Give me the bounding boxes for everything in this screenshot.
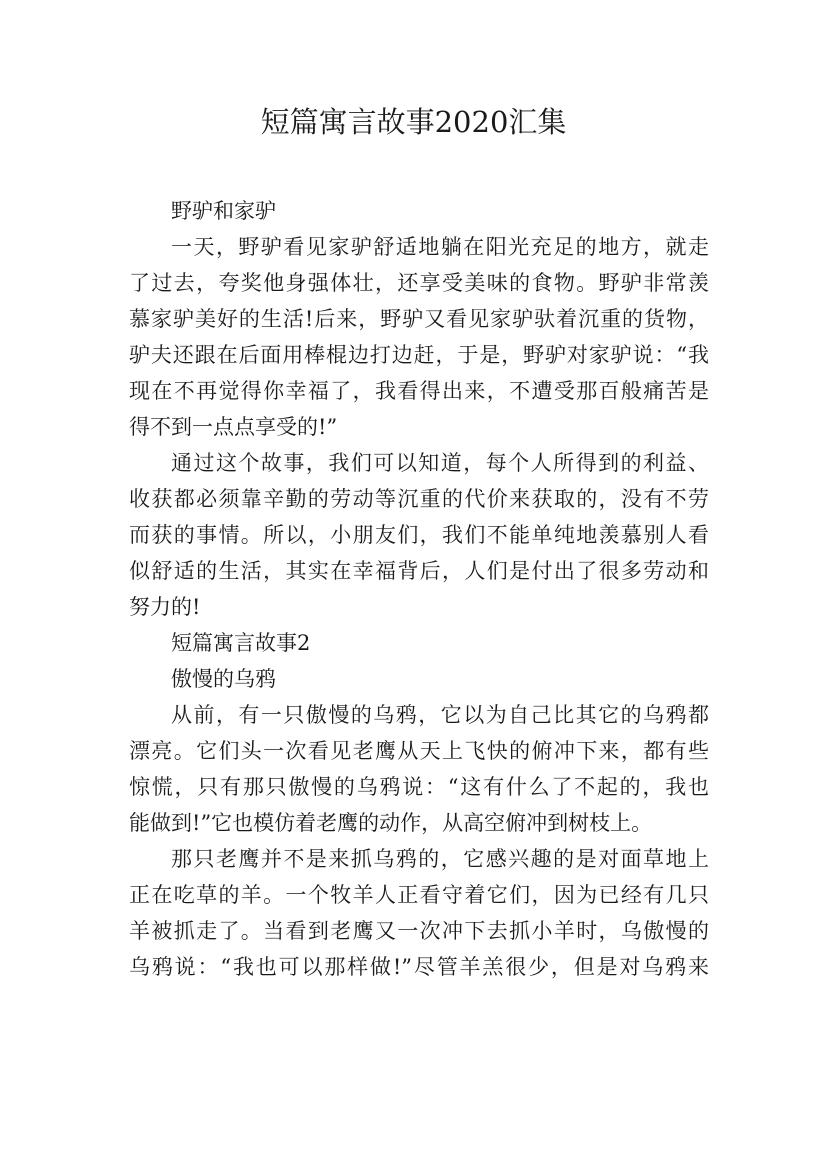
story-title: 傲慢的乌鸦 bbox=[171, 667, 276, 691]
text-line: 通过这个故事，我们可以知道，每个人所得到的利益、 bbox=[171, 451, 709, 475]
text-line: 漂亮。它们头一次看见老鹰从天上飞快的俯冲下来，都有些 bbox=[129, 739, 709, 763]
text-line: 羊被抓走了。当看到老鹰又一次冲下去抓小羊时，乌傲慢的 bbox=[129, 919, 709, 943]
text-line: 得不到一点点享受的!” bbox=[129, 415, 338, 439]
text-line: 收获都必须靠辛勤的劳动等沉重的代价来获取的，没有不劳 bbox=[129, 487, 709, 511]
text-line: 惊慌，只有那只傲慢的乌鸦说：“这有什么了不起的，我也 bbox=[129, 775, 709, 799]
document-body bbox=[129, 193, 709, 985]
text-line: 而获的事情。所以，小朋友们，我们不能单纯地羡慕别人看 bbox=[129, 523, 709, 547]
text-line: 野驴和家驴 bbox=[171, 199, 276, 223]
document-title: 短篇寓言故事2020汇集 bbox=[260, 105, 567, 139]
text-line: 正在吃草的羊。一个牧羊人正看守着它们，因为已经有几只 bbox=[129, 883, 709, 907]
text-line: 努力的! bbox=[129, 595, 201, 619]
text-line: 驴夫还跟在后面用棒棍边打边赶，于是，野驴对家驴说：“我 bbox=[129, 343, 709, 367]
text-line: 能做到!”它也模仿着老鹰的动作，从高空俯冲到树枝上。 bbox=[129, 811, 653, 835]
text-line: 了过去，夸奖他身强体壮，还享受美味的食物。野驴非常羡 bbox=[129, 271, 709, 295]
text-line: 从前，有一只傲慢的乌鸦，它以为自己比其它的乌鸦都 bbox=[171, 703, 709, 727]
text-line: 一天，野驴看见家驴舒适地躺在阳光充足的地方，就走 bbox=[171, 235, 709, 259]
text-line: 似舒适的生活，其实在幸福背后，人们是付出了很多劳动和 bbox=[129, 559, 709, 583]
text-line: 现在不再觉得你幸福了，我看得出来，不遭受那百般痛苦是 bbox=[129, 379, 709, 403]
text-line: 那只老鹰并不是来抓乌鸦的，它感兴趣的是对面草地上 bbox=[171, 847, 709, 871]
section-heading: 短篇寓言故事2 bbox=[171, 631, 311, 655]
text-line: 乌鸦说：“我也可以那样做!”尽管羊羔很少，但是对乌鸦来 bbox=[129, 955, 709, 979]
text-line: 慕家驴美好的生活!后来，野驴又看见家驴驮着沉重的货物， bbox=[129, 307, 709, 331]
